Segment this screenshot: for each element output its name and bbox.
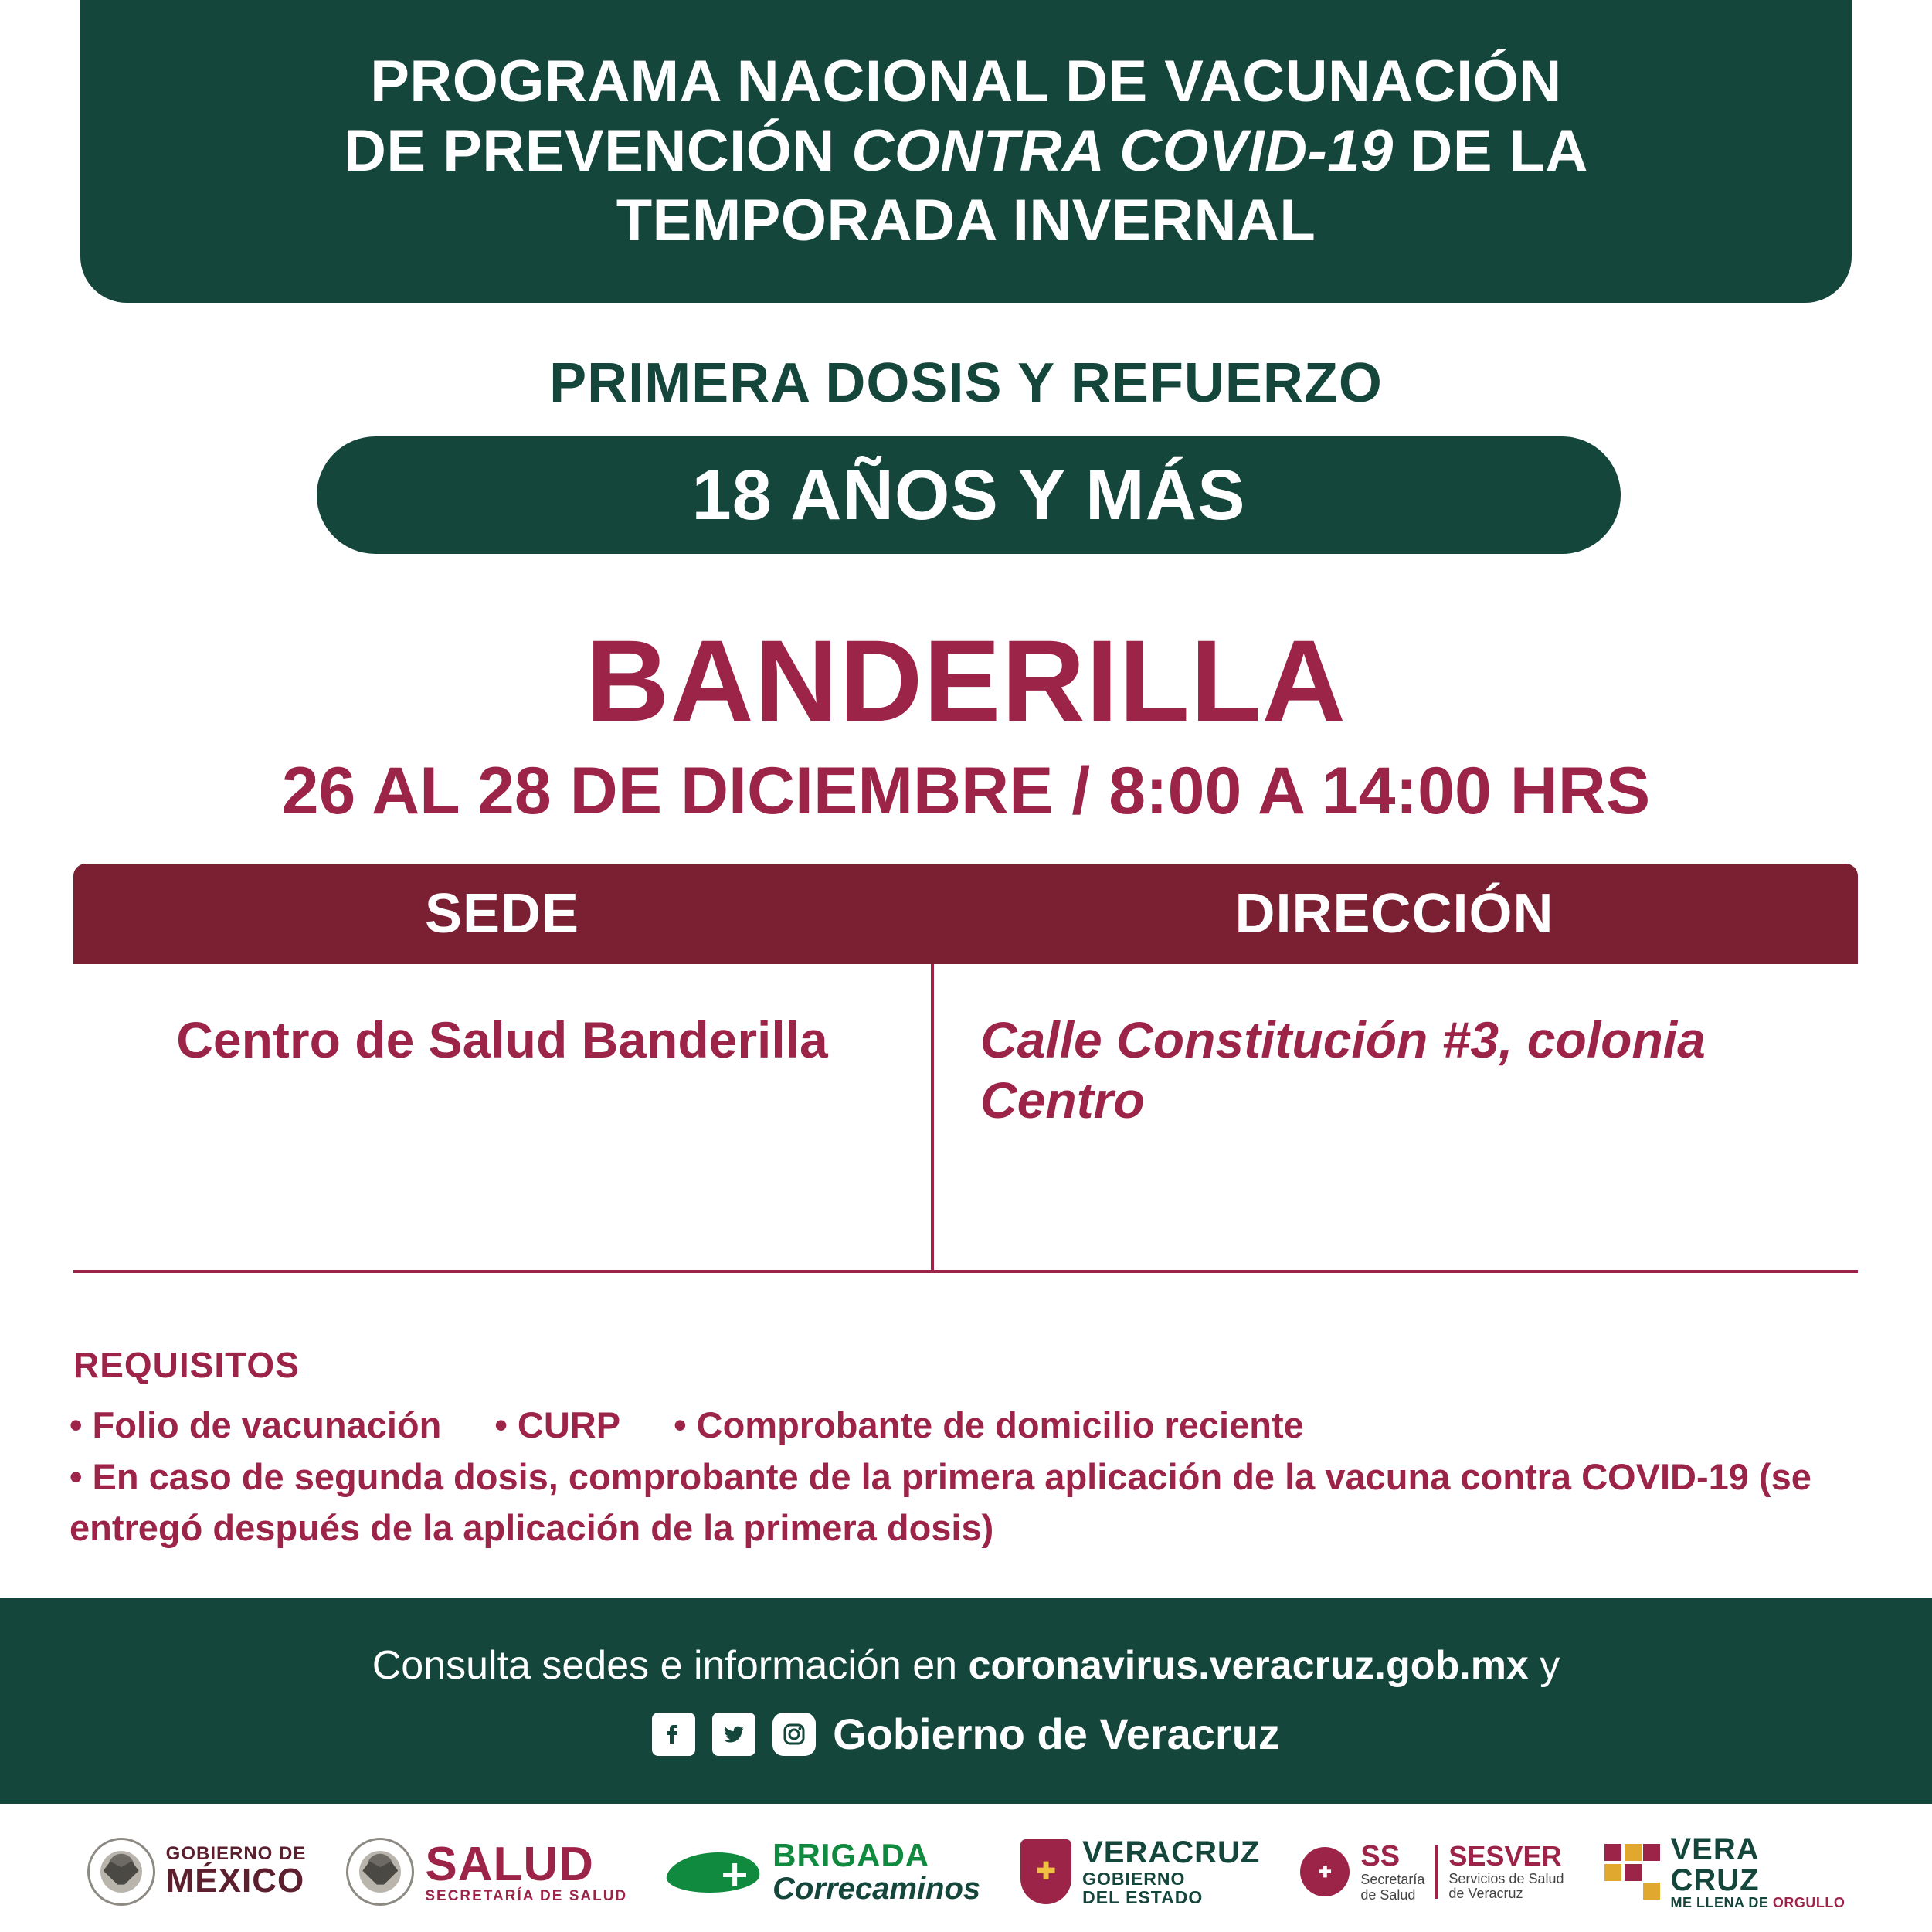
logo-ss-sub1: Secretaría (1360, 1872, 1425, 1888)
age-band (317, 436, 1621, 554)
page-title (297, 47, 1635, 255)
requirement-item-comprobante: • Comprobante de domicilio reciente (674, 1404, 1304, 1445)
sesver-seal-icon: ✚ (1300, 1847, 1350, 1896)
logo-veracruz-orgullo (1604, 1834, 1845, 1910)
header-line-2-emphasis: CONTRA COVID-19 (851, 118, 1394, 185)
logo-salud-small: SECRETARÍA DE SALUD (425, 1887, 628, 1904)
requirements-inline-row (70, 1400, 1869, 1452)
header-line-1: PROGRAMA NACIONAL DE VACUNACIÓN (370, 49, 1562, 115)
logo-sesver-sub1: Servicios de Salud (1448, 1871, 1564, 1886)
requirements-title: REQUISITOS (73, 1345, 300, 1385)
footer-consult-post: y (1528, 1643, 1560, 1688)
requirement-item-folio: • Folio de vacunación (70, 1404, 442, 1445)
header-line-3: TEMPORADA INVERNAL (616, 187, 1316, 253)
logo-brigada-line1: BRIGADA (772, 1836, 930, 1873)
veracruz-tiles-icon (1604, 1844, 1660, 1900)
logo-vo-tag-pre: ME LLENA DE (1670, 1895, 1773, 1910)
logo-veracruz-line1: VERACRUZ (1082, 1835, 1261, 1870)
logo-vo-tagline (1671, 1896, 1845, 1910)
header-line-2-post: DE LA (1393, 118, 1588, 185)
logo-gobierno-big: MÉXICO (165, 1861, 305, 1900)
header-line-2-pre: DE PREVENCIÓN (344, 118, 852, 185)
age-band-label: 18 AÑOS Y MÁS (691, 455, 1246, 535)
cell-sede: Centro de Salud Banderilla (176, 1011, 828, 1068)
logo-gobierno-de-mexico (87, 1838, 307, 1906)
logo-sesver (1300, 1841, 1564, 1903)
column-header-direccion: DIRECCIÓN (1234, 883, 1554, 945)
requirements-list (70, 1400, 1869, 1554)
footer-band (0, 1598, 1932, 1804)
veracruz-coat-of-arms-icon: ✚ (1020, 1839, 1071, 1904)
footer-social-handle: Gobierno de Veracruz (833, 1710, 1280, 1758)
logo-strip (0, 1811, 1932, 1932)
twitter-icon[interactable] (712, 1713, 755, 1756)
logo-vo-line1: VERA (1670, 1832, 1760, 1866)
dose-subtitle: PRIMERA DOSIS Y REFUERZO (549, 352, 1383, 414)
date-range: 26 AL 28 DE DICIEMBRE / 8:00 A 14:00 HRS (281, 754, 1651, 828)
footer-website[interactable]: coronavirus.veracruz.gob.mx (968, 1643, 1529, 1688)
table-row (73, 964, 1858, 1273)
facebook-icon[interactable] (652, 1713, 695, 1756)
roadrunner-icon (667, 1842, 760, 1902)
logo-vo-line2: CRUZ (1670, 1863, 1760, 1897)
logo-veracruz-gobierno-del-estado (1020, 1836, 1260, 1907)
logo-ss-abbrev: SS (1360, 1840, 1401, 1873)
requirement-item-curp: • CURP (494, 1404, 621, 1445)
logo-brigada-correcaminos (667, 1836, 981, 1907)
instagram-icon[interactable] (772, 1713, 816, 1756)
mexican-eagle-seal-icon (346, 1838, 414, 1906)
requirement-item-segunda-dosis: • En caso de segunda dosis, comprobante de la primera aplicación de la vacuna contra COVID-19 (se entregó después de la aplicación de la primera dosis) (70, 1455, 1811, 1549)
logo-sesver-name: SESVER (1448, 1840, 1562, 1873)
footer-consult-line (372, 1642, 1560, 1689)
logo-divider (1435, 1845, 1438, 1899)
cell-direccion: Calle Constitución #3, colonia Centro (931, 964, 1858, 1270)
mexican-eagle-seal-icon (87, 1838, 155, 1906)
logo-gobierno-small: GOBIERNO DE (165, 1843, 307, 1865)
logo-salud-big: SALUD (425, 1837, 594, 1891)
logo-ss-sub2: de Salud (1360, 1886, 1416, 1903)
footer-social-line (652, 1709, 1280, 1759)
header-band (80, 0, 1852, 303)
venues-table (73, 864, 1858, 1273)
logo-veracruz-line3: DEL ESTADO (1082, 1887, 1204, 1908)
column-header-sede: SEDE (424, 883, 580, 945)
footer-consult-pre: Consulta sedes e información en (372, 1643, 969, 1688)
logo-veracruz-line2: GOBIERNO (1082, 1868, 1186, 1889)
logo-sesver-sub2: de Veracruz (1448, 1886, 1523, 1902)
locality-name: BANDERILLA (586, 616, 1346, 745)
logo-brigada-line2: Correcaminos (772, 1872, 981, 1907)
logo-salud (346, 1838, 627, 1906)
table-header-row (73, 864, 1858, 964)
logo-vo-tag-em: ORGULLO (1772, 1895, 1845, 1910)
